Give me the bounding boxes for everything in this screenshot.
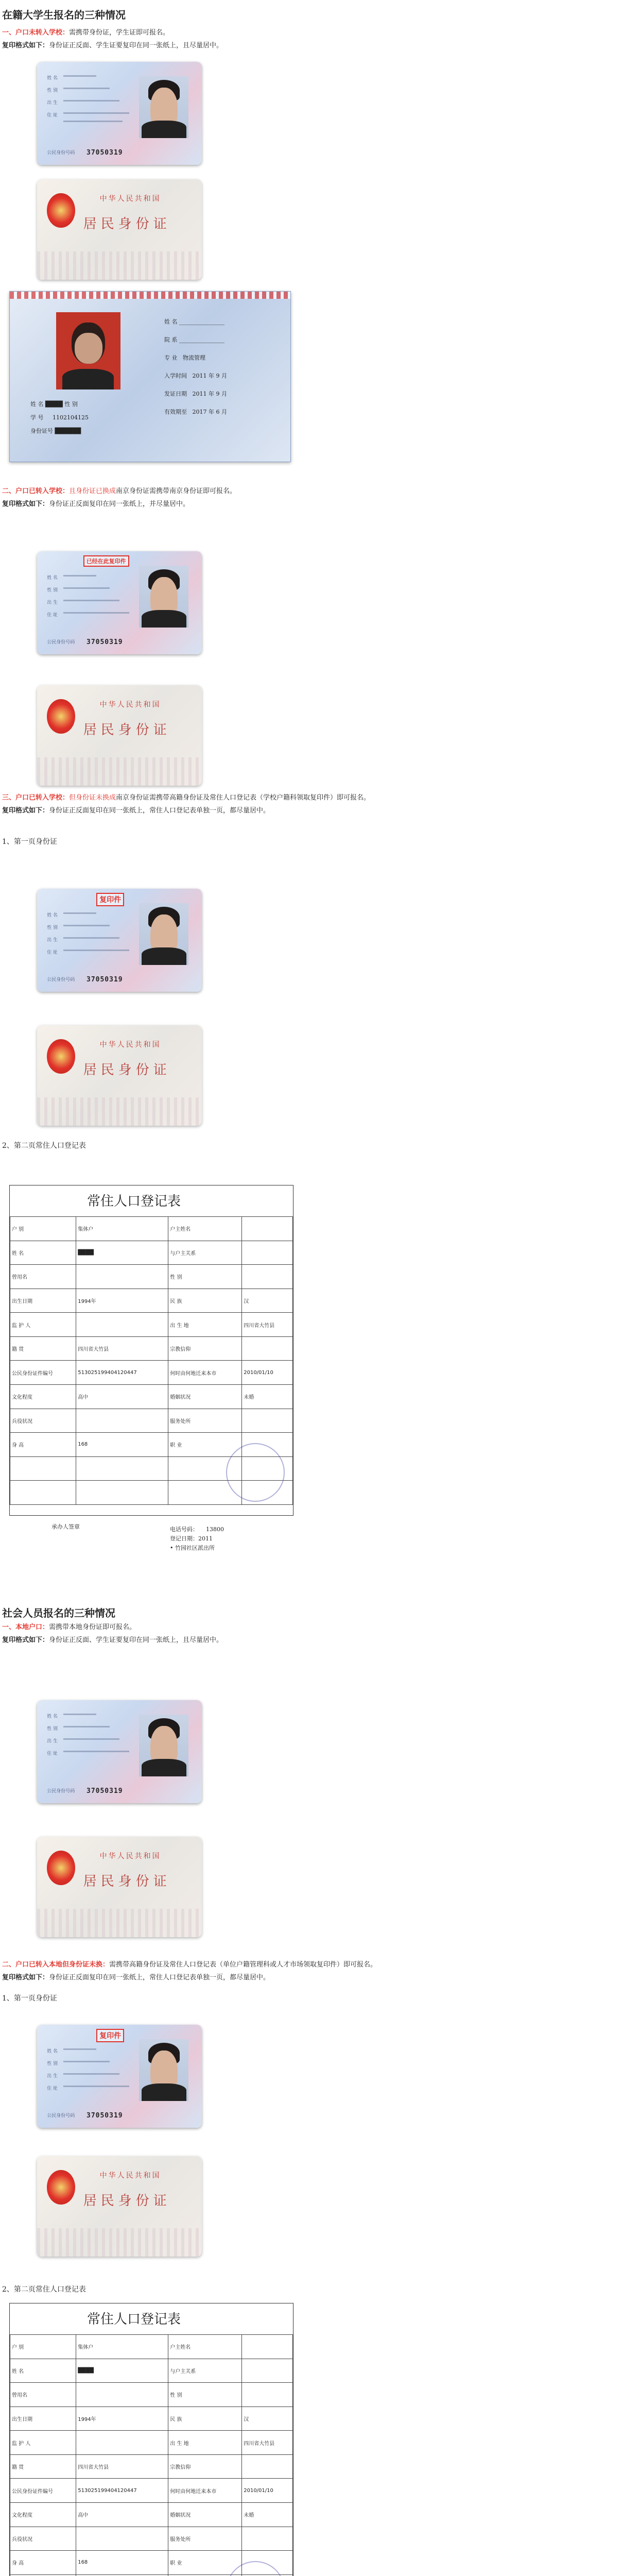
field-label: 籍 贯	[10, 2454, 76, 2479]
field-value: 168	[76, 1433, 168, 1457]
card-back-title: 居民身份证	[83, 2193, 171, 2209]
copy-stamp: 复印件	[96, 2029, 124, 2042]
field-value: 2010/01/10	[242, 2479, 293, 2503]
case-body-emphasis: 未换成	[96, 794, 116, 802]
copy-text: 身份证正反面复印在同一张纸上，常住人口登记表单独一页，都尽量居中。	[49, 807, 270, 815]
field-value: 2010/01/10	[242, 1361, 293, 1385]
field-value: 汉	[242, 1289, 293, 1313]
field-label: 曾用名	[10, 2383, 76, 2407]
national-emblem-icon	[47, 193, 75, 227]
id-card-back	[37, 179, 202, 280]
field-value: 513025199404120447	[76, 2479, 168, 2503]
college-case1	[2, 28, 169, 38]
field-label: 宗教信仰	[168, 1336, 242, 1361]
field-label: 兵役状况	[10, 1409, 76, 1433]
id-card-back	[37, 1837, 202, 1937]
field-label: 兵役状况	[10, 2527, 76, 2551]
id-card-back	[37, 685, 202, 786]
case-heading: 二、户口已转入学校：	[2, 487, 70, 495]
field-label: 宗教信仰	[168, 2454, 242, 2479]
field-label: 服务处所	[168, 1409, 242, 1433]
field-label: 户主姓名	[168, 1217, 242, 1241]
id-number-label: 公民身份号码	[47, 977, 75, 982]
copy-label: 复印格式如下：	[2, 500, 49, 508]
college-case1-copy	[2, 41, 223, 50]
field-label: 身 高	[10, 1433, 76, 1457]
field-value: 高中	[76, 2503, 168, 2527]
field-label: 性 别	[168, 1265, 242, 1289]
field-value: 高中	[76, 1385, 168, 1409]
field-label: 姓 名	[10, 1241, 76, 1265]
national-emblem-icon	[47, 699, 75, 733]
field-value: 1994年	[76, 2406, 168, 2431]
id-number: 37050319	[87, 638, 123, 646]
student-card: 姓 名 ████ 性 别 学 号 1102104125 身份证号 ██████ 姓 名 ________________ 院 系 ________________ 专 业 物流管理 入学时间 2011 年 9 月 发证日期 2011 年 9 月 有效期至 2017 年 6 月	[9, 291, 291, 462]
registrar-label: 承办人签章	[51, 1523, 80, 1530]
field-value: 汉	[242, 2406, 293, 2431]
card-back-country: 中华人民共和国	[99, 1041, 161, 1049]
copy-label: 复印格式如下：	[2, 1636, 49, 1644]
case-body-emphasis: 已换成	[96, 487, 116, 495]
id-number-label: 公民身份号码	[47, 2113, 75, 2119]
card-back-country: 中华人民共和国	[99, 701, 161, 709]
card-back-title: 居民身份证	[83, 216, 171, 232]
field-value: 四川省大竹县	[76, 1336, 168, 1361]
college-case2-copy	[2, 500, 189, 509]
copy-text: 身份证正反面、学生证要复印在同一张纸上，且尽量居中。	[49, 1636, 223, 1644]
field-label: 户 别	[10, 2335, 76, 2359]
id-card-front: 已经在此复印件 姓 名 性 别 出 生 住 址 公民身份号码 37050319	[37, 551, 202, 654]
field-value: 四川省大竹县	[76, 2454, 168, 2479]
register-title: 常住人口登记表	[87, 1194, 181, 1209]
card-back-title: 居民身份证	[83, 1062, 171, 1078]
household-register-form: 常住人口登记表 户 别 集体户 户主姓名 姓 名 ████ 与户主关系 曾用名 性 别 出生日期 1994年 民 族 汉 监 护 人 出 生 地 四川省大竹县 籍 贯 四川省大竹县 宗教信仰 公民身份证件编号 513025199404120447 何时由何地迁来本市 2010/01/10 文化程度 高中 婚姻状况 未婚 兵役状况 服务处所 身 高 168 职 业	[9, 2303, 293, 2576]
field-label: 公民身份证件编号	[10, 2479, 76, 2503]
social-case2-copy	[2, 1973, 270, 1982]
case-heading: 二、户口已转入本地但身份证未换：	[2, 1961, 110, 1969]
id-number: 37050319	[87, 149, 123, 157]
college-case3	[2, 793, 370, 803]
portrait-photo	[139, 2039, 188, 2101]
copy-text: 身份证正反面复印在同一张纸上，常住人口登记表单独一页，都尽量居中。	[49, 1974, 270, 1981]
field-value: 集体户	[76, 2335, 168, 2359]
police-station: • 竹园社区派出所	[170, 1545, 215, 1551]
case-body-part: 南京身份证需携带高籍身份证及常住人口登记表（学校户籍科领取复印件）即可报名。	[116, 794, 371, 802]
id-card-back	[37, 1025, 202, 1126]
card-back-country: 中华人民共和国	[99, 195, 161, 204]
card-back-country: 中华人民共和国	[99, 2172, 161, 2180]
copy-text: 身份证正反面、学生证要复印在同一张纸上，且尽量居中。	[49, 42, 223, 49]
field-label: 出 生 地	[168, 1313, 242, 1337]
copy-stamp: 复印件	[96, 893, 124, 906]
field-value: 513025199404120447	[76, 1361, 168, 1385]
card-back-country: 中华人民共和国	[99, 1852, 161, 1861]
id-card-front: 姓 名 性 别 出 生 住 址 公民身份号码 37050319	[37, 62, 202, 165]
card-back-title: 居民身份证	[83, 722, 171, 738]
field-value: 四川省大竹县	[242, 2431, 293, 2455]
field-value: 168	[76, 2551, 168, 2575]
field-label: 出生日期	[10, 2406, 76, 2431]
field-label: 户 别	[10, 1217, 76, 1241]
household-register-form: 常住人口登记表 户 别 集体户 户主姓名 姓 名 ████ 与户主关系 曾用名 性 别 出生日期 1994年 民 族 汉 监 护 人 出 生 地 四川省大竹县 籍 贯 四川省大竹县 宗教信仰 公民身份证件编号 513025199404120447 何时由何地迁来本市 2010/01/10 文化程度 高中 婚姻状况 未婚 兵役状况 服务处所 身 高 168 职 业	[9, 1185, 293, 1516]
id-card-front: 复印件 姓 名 性 别 出 生 住 址 公民身份号码 37050319	[37, 889, 202, 992]
section-title-college: 在籍大学生报名的三种情况	[2, 9, 126, 21]
portrait-photo	[139, 76, 188, 138]
field-label: 婚姻状况	[168, 1385, 242, 1409]
portrait-photo	[139, 1715, 188, 1776]
field-label: 与户主关系	[168, 2359, 242, 2383]
official-seal	[226, 1443, 285, 1502]
field-label: 户主姓名	[168, 2335, 242, 2359]
college-case3-copy	[2, 806, 270, 816]
id-card-front: 复印件 姓 名 性 别 出 生 住 址 公民身份号码 37050319	[37, 2025, 202, 2128]
portrait-photo	[139, 566, 188, 628]
national-emblem-icon	[47, 1851, 75, 1885]
field-label: 籍 贯	[10, 1336, 76, 1361]
field-label: 民 族	[168, 1289, 242, 1313]
field-value: 1994年	[76, 1289, 168, 1313]
id-number: 37050319	[87, 976, 123, 984]
copy-label: 复印格式如下：	[2, 807, 49, 815]
case-body-part: 且身份证	[69, 487, 96, 495]
field-value: 集体户	[76, 1217, 168, 1241]
field-label: 文化程度	[10, 2503, 76, 2527]
field-value: 未婚	[242, 1385, 293, 1409]
field-label: 出生日期	[10, 1289, 76, 1313]
case-heading: 三、户口已转入学校：	[2, 794, 70, 802]
copy-stamp: 已经在此复印件	[83, 555, 129, 567]
field-label: 与户主关系	[168, 1241, 242, 1265]
field-label: 职 业	[168, 2551, 242, 2575]
field-label: 公民身份证件编号	[10, 1361, 76, 1385]
case-heading: 一、本地户口：	[2, 1623, 49, 1631]
case-body: 需携带本地身份证即可报名。	[49, 1623, 136, 1631]
register-title: 常住人口登记表	[87, 2312, 181, 2327]
field-value: 四川省大竹县	[242, 1313, 293, 1337]
portrait-photo	[139, 903, 188, 965]
id-number-label: 公民身份号码	[47, 150, 75, 156]
field-label: 何时由何地迁来本市	[168, 2479, 242, 2503]
id-number: 37050319	[87, 1787, 123, 1795]
social-case1-copy	[2, 1636, 223, 1645]
field-label: 服务处所	[168, 2527, 242, 2551]
card-back-title: 居民身份证	[83, 1874, 171, 1890]
case-body: 需携带高籍身份证及常住人口登记表（单位户籍管理科或人才市场领取复印件）即可报名。	[109, 1961, 377, 1969]
field-label: 监 护 人	[10, 2431, 76, 2455]
page1-label: 1、第一页身份证	[2, 1994, 57, 2003]
field-label: 何时由何地迁来本市	[168, 1361, 242, 1385]
copy-text: 身份证正反面复印在同一张纸上，并尽量居中。	[49, 500, 190, 508]
id-number-label: 公民身份号码	[47, 1789, 75, 1794]
page1-label: 1、第一页身份证	[2, 838, 57, 846]
case-body: 需携带身份证，学生证即可报名。	[69, 29, 170, 37]
id-number: 37050319	[87, 2112, 123, 2120]
copy-label: 复印格式如下：	[2, 42, 49, 49]
social-case2	[2, 1960, 377, 1970]
phone-value: 13800	[206, 1526, 224, 1533]
id-number-label: 公民身份号码	[47, 640, 75, 645]
id-card-back	[37, 2156, 202, 2257]
national-emblem-icon	[47, 2170, 75, 2204]
field-label: 民 族	[168, 2406, 242, 2431]
page2-label: 2、第二页常住人口登记表	[2, 1142, 86, 1150]
section-title-social: 社会人员报名的三种情况	[2, 1607, 115, 1619]
phone-label: 电话号码：	[170, 1526, 198, 1533]
field-label: 文化程度	[10, 1385, 76, 1409]
student-photo	[56, 312, 120, 389]
case-body-part: 但身份证	[69, 794, 96, 802]
field-label: 身 高	[10, 2551, 76, 2575]
copy-label: 复印格式如下：	[2, 1974, 49, 1981]
field-label: 姓 名	[10, 2359, 76, 2383]
field-label: 婚姻状况	[168, 2503, 242, 2527]
register-date: 登记日期：2011	[170, 1535, 213, 1542]
id-card-front: 姓 名 性 别 出 生 住 址 公民身份号码 37050319	[37, 1700, 202, 1803]
case-heading: 一、户口未转入学校：	[2, 29, 70, 37]
field-value: 未婚	[242, 2503, 293, 2527]
field-label: 曾用名	[10, 1265, 76, 1289]
field-label: 职 业	[168, 1433, 242, 1457]
page2-label: 2、第二页常住人口登记表	[2, 2285, 86, 2294]
college-case2	[2, 487, 236, 496]
national-emblem-icon	[47, 1039, 75, 1073]
social-case1	[2, 1623, 136, 1632]
student-card-info: 姓 名 ________________ 院 系 ________________ 专 业 物流管理 入学时间 2011 年 9 月 发证日期 2011 年 9 月 有效期至 2017 年 6 月	[164, 318, 227, 415]
field-label: 出 生 地	[168, 2431, 242, 2455]
field-label: 监 护 人	[10, 1313, 76, 1337]
field-label: 性 别	[168, 2383, 242, 2407]
case-body-part: 南京身份证需携带南京身份证即可报名。	[116, 487, 237, 495]
